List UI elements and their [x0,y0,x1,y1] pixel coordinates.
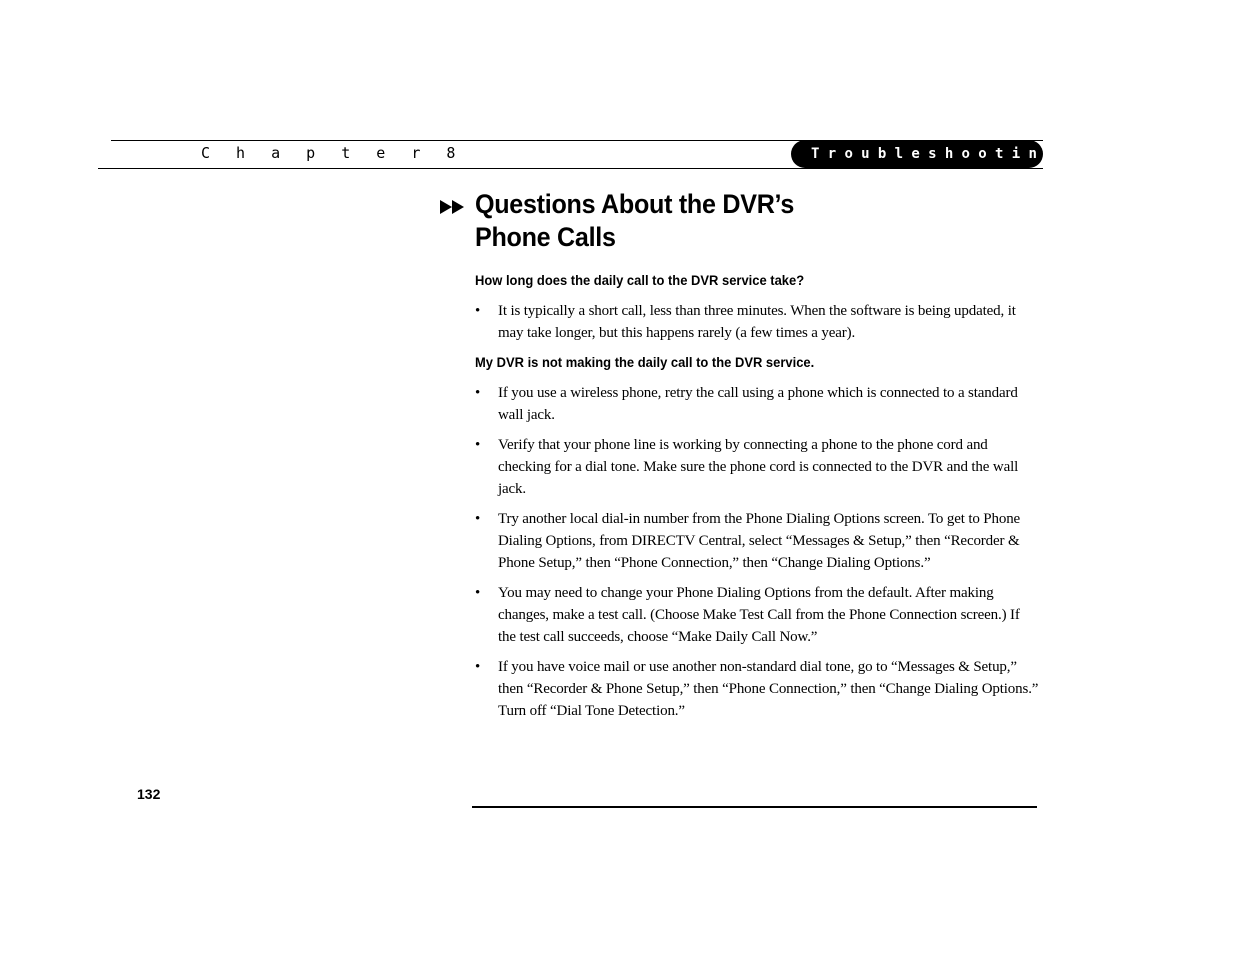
answer-list [475,382,1040,722]
bullet: • [475,437,481,453]
bullet: • [475,511,481,527]
section-tab: Troubleshooting [791,140,1043,168]
header-rule-bottom [98,168,1043,169]
answer-item [475,434,1040,500]
faq-question: How long does the daily call to the DVR service take? [475,273,805,288]
page-title-line-2: Phone Calls [475,222,616,252]
faq-question: My DVR is not making the daily call to the DVR service. [475,355,815,370]
page-number: 132 [137,786,161,802]
answer-text: It is typically a short call, less than three minutes. When the software is being updated, it may take longer, but this happens rarely (a few times a year). [498,303,1016,341]
answer-text: If you have voice mail or use another non-standard dial tone, go to “Messages & Setup,” then “Recorder & Phone Setup,” then “Phone Connection,” then “Change Dialing Options.” Turn off “Dial Tone Detection.” [498,659,1039,719]
bullet: • [475,659,481,675]
chapter-label: C h a p t e r 8 [201,144,464,162]
answer-text: You may need to change your Phone Dialing Options from the default. After making changes, make a test call. (Choose Make Test Call from the Phone Connection screen.) If the test call succeeds, choose “Make Daily Call Now.” [498,585,1020,645]
answer-text: Try another local dial-in number from the Phone Dialing Options screen. To get to Phone Dialing Options, from DIRECTV Central, select “Messages & Setup,” then “Recorder & Phone Setup,” then “Phone Connection,” then “Change Dialing Options.” [498,511,1021,571]
answer-text: Verify that your phone line is working by connecting a phone to the phone cord and checking for a dial tone. Make sure the phone cord is connected to the DVR and the wall jack. [498,437,1019,497]
answer-item [475,582,1040,648]
page-title-line-1: Questions About the DVR’s [475,189,795,219]
answer-text: If you use a wireless phone, retry the call using a phone which is connected to a standard wall jack. [498,385,1018,423]
answer-item [475,508,1040,574]
answer-list [475,300,1040,344]
fast-forward-icon [440,199,466,215]
bullet: • [475,585,481,601]
page-title [475,188,794,254]
bullet: • [475,385,481,401]
footer-rule [472,806,1037,808]
faq-content [475,270,1040,722]
bullet: • [475,303,481,319]
answer-item [475,382,1040,426]
answer-item [475,300,1040,344]
answer-item [475,656,1040,722]
